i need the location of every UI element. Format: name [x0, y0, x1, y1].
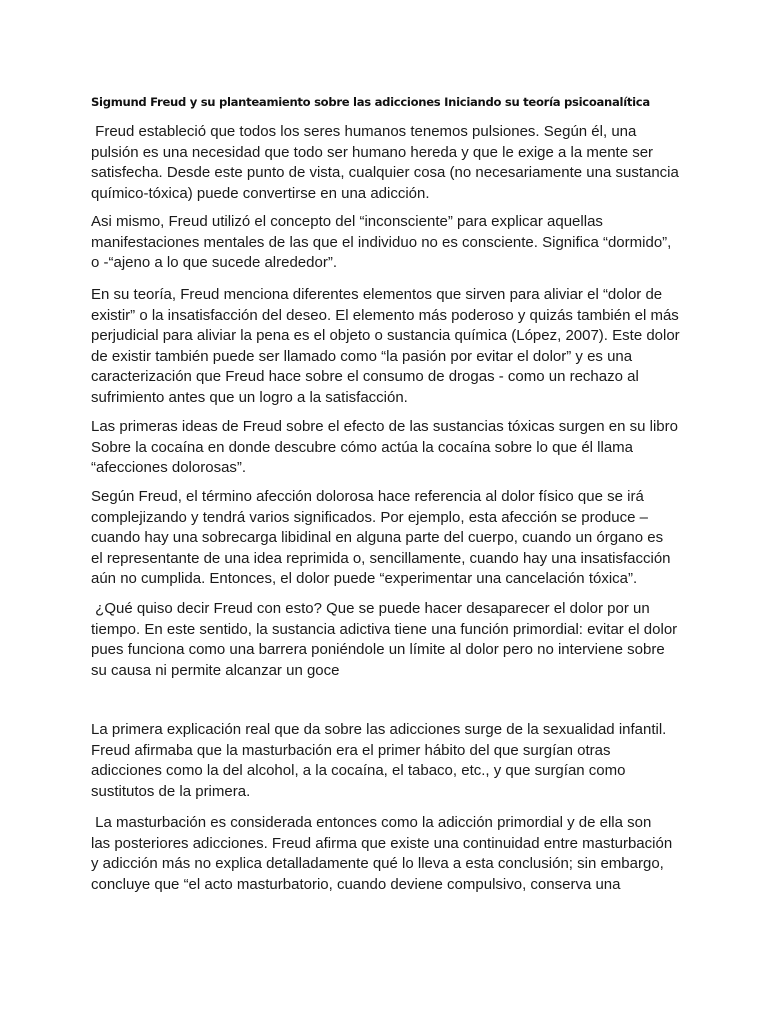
paragraph-3: En su teoría, Freud menciona diferentes elementos que sirven para aliviar el “dolor de existir” o la insatisfacción del deseo. El elemento más poderoso y quizás también el más perjudicial para aliviar la pena es el objeto o sustancia química (López, 2007). Este dolor de existir también puede ser llamado como “la pasión por evitar el dolor” y es una caracterización que Freud hace sobre el consumo de drogas - como un rechazo al sufrimiento antes que un logro a la satisfacción. [91, 286, 680, 406]
paragraph-1: Freud estableció que todos los seres humanos tenemos pulsiones. Según él, una pulsión es una necesidad que todo ser humano hereda y que le exige a la mente ser satisfecha. Desde este punto de vista, cualquier cosa (no necesariamente una sustancia químico-tóxica) puede convertirse en una adicción. [91, 123, 679, 202]
paragraph-5: Según Freud, el término afección dolorosa hace referencia al dolor físico que se irá complejizando y tendrá varios significados. Por ejemplo, esta afección se produce – cuando hay una sobrecarga libidinal en alguna parte del cuerpo, cuando un órgano es el representante de una idea reprimida o, sencillamente, cuando hay una insatisfacción aún no cumplida. Entonces, el dolor puede “experimentar una cancelación tóxica”. [91, 488, 671, 588]
document-title: Sigmund Freud y su planteamiento sobre las adicciones Iniciando su teoría psicoanalítica [91, 95, 650, 109]
paragraph-4: Las primeras ideas de Freud sobre el efecto de las sustancias tóxicas surgen en su libro Sobre la cocaína en donde descubre cómo actúa la cocaína sobre lo que él llama “afecciones dolorosas”. [91, 418, 678, 477]
paragraph-8: La masturbación es considerada entonces como la adicción primordial y de ella son las posteriores adicciones. Freud afirma que existe una continuidad entre masturbación y adicción más no explica detalladamente qué lo lleva a esta conclusión; sin embargo, concluye que “el acto masturbatorio, cuando deviene compulsivo, conserva una [91, 814, 673, 893]
paragraph-6: ¿Qué quiso decir Freud con esto? Que se puede hacer desaparecer el dolor por un tiempo. En este sentido, la sustancia adictiva tiene una función primordial: evitar el dolor pues funciona como una barrera poniéndole un límite al dolor pero no interviene sobre su causa ni permite alcanzar un goce [91, 600, 678, 679]
paragraph-2: Asi mismo, Freud utilizó el concepto del “inconsciente” para explicar aquellas manifestaciones mentales de las que el individuo no es consciente. Significa “dormido”, o -“ajeno a lo que sucede alrededor”. [91, 213, 672, 272]
paragraph-7: La primera explicación real que da sobre las adicciones surge de la sexualidad infantil. Freud afirmaba que la masturbación era el primer hábito del que surgían otras adicciones como la del alcohol, a la cocaína, el tabaco, etc., y que surgían como sustitutos de la primera. [91, 721, 667, 800]
